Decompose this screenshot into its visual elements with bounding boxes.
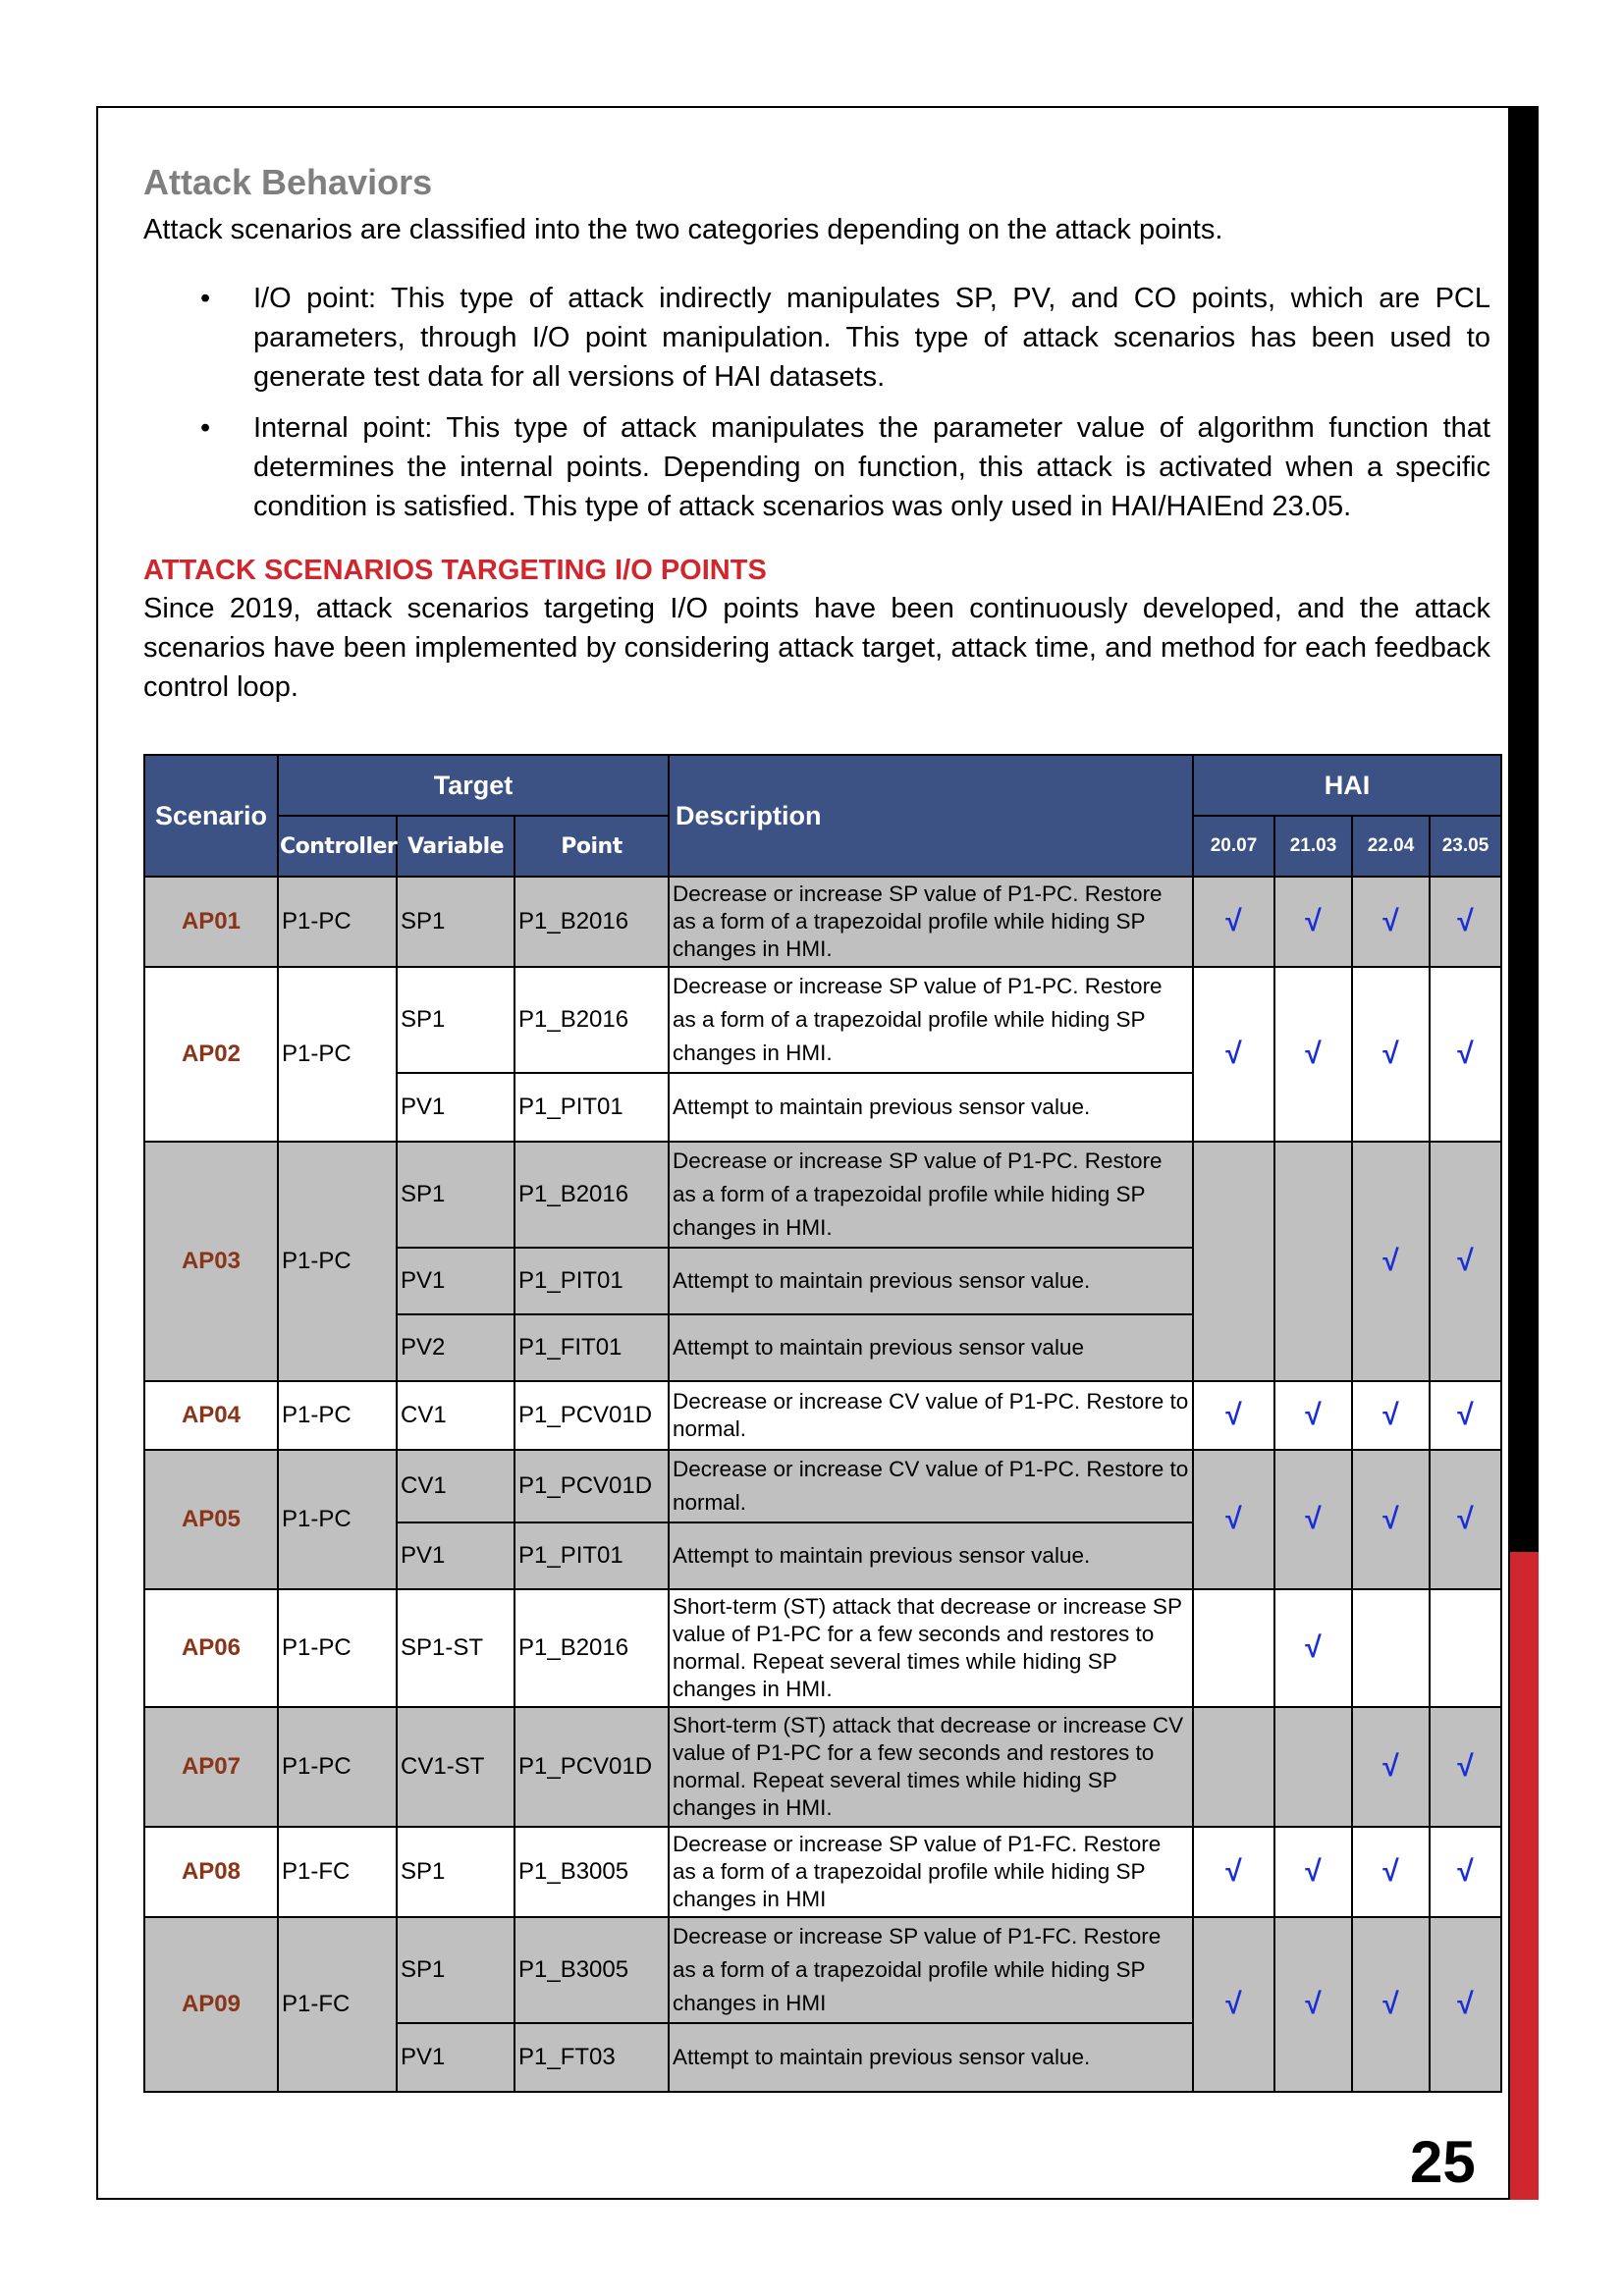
check-icon: √: [1274, 1450, 1352, 1589]
point-cell: P1_B2016: [514, 877, 669, 967]
point-cell: P1_PCV01D: [514, 1450, 669, 1522]
table-row: [144, 1450, 1501, 1522]
controller-cell: P1-PC: [278, 1450, 397, 1589]
check-icon: √: [1274, 967, 1352, 1142]
check-icon: √: [1352, 1142, 1430, 1381]
point-cell: P1_B3005: [514, 1917, 669, 2023]
table-row: [144, 1707, 1501, 1827]
check-icon: √: [1430, 1707, 1501, 1827]
subsection-body: Since 2019, attack scenarios targeting I/O points have been continuously developed, and the attack scenarios have been implemented by considering attack target, attack time, and method for each feedback control loop.: [143, 593, 1490, 703]
controller-cell: P1-PC: [278, 1142, 397, 1381]
scenario-id: AP04: [144, 1381, 278, 1450]
point-cell: P1_B2016: [514, 967, 669, 1073]
check-icon: √: [1193, 1381, 1274, 1450]
controller-cell: P1-PC: [278, 1589, 397, 1707]
check-icon: √: [1352, 1450, 1430, 1589]
check-icon: √: [1274, 1381, 1352, 1450]
check-icon: √: [1430, 1917, 1501, 2092]
check-icon: √: [1352, 1917, 1430, 2092]
point-cell: P1_PIT01: [514, 1248, 669, 1314]
point-cell: P1_PIT01: [514, 1073, 669, 1142]
check-icon: √: [1274, 1917, 1352, 2092]
controller-cell: P1-PC: [278, 877, 397, 967]
table-row: [144, 1827, 1501, 1917]
target-header: Target: [278, 755, 669, 816]
scenario-id: AP05: [144, 1450, 278, 1589]
check-icon: √: [1193, 1917, 1274, 2092]
variable-cell: SP1-ST: [397, 1589, 514, 1707]
description-cell: Short-term (ST) attack that decrease or increase CV value of P1-PC for a few seconds and restores to normal. Repeat several times while hiding SP changes in HMI.: [669, 1707, 1193, 1827]
empty-cell: [1274, 1142, 1352, 1381]
scenario-id: AP09: [144, 1917, 278, 2092]
description-cell: Decrease or increase SP value of P1-FC. Restore as a form of a trapezoidal profile while hiding SP changes in HMI: [669, 1917, 1193, 2023]
side-bar-black: [1510, 106, 1539, 1552]
table-row: [144, 967, 1501, 1073]
page-number: 25: [1410, 2129, 1476, 2195]
version-header: 23.05: [1430, 816, 1501, 877]
version-header: 20.07: [1193, 816, 1274, 877]
controller-cell: P1-PC: [278, 1381, 397, 1450]
description-cell: Attempt to maintain previous sensor value.: [669, 1522, 1193, 1589]
table-row: [144, 877, 1501, 967]
description-cell: Decrease or increase SP value of P1-PC. Restore as a form of a trapezoidal profile while hiding SP changes in HMI.: [669, 877, 1193, 967]
table-row: [144, 1917, 1501, 2023]
list-item-text: Internal point: This type of attack manipulates the parameter value of algorithm function that determines the internal points. Depending on function, this attack is activated when a specific condition is satisfied. This type of attack scenarios was only used in HAI/HAIEnd 23.05.: [253, 412, 1490, 522]
version-header: 21.03: [1274, 816, 1352, 877]
variable-cell: PV2: [397, 1314, 514, 1381]
check-icon: √: [1430, 877, 1501, 967]
variable-cell: SP1: [397, 1142, 514, 1248]
bullet-icon: •: [200, 412, 211, 444]
point-cell: P1_B2016: [514, 1142, 669, 1248]
empty-cell: [1430, 1589, 1501, 1707]
description-cell: Attempt to maintain previous sensor value: [669, 1314, 1193, 1381]
point-cell: P1_FT03: [514, 2023, 669, 2092]
scenario-id: AP01: [144, 877, 278, 967]
variable-cell: SP1: [397, 967, 514, 1073]
description-cell: Short-term (ST) attack that decrease or increase SP value of P1-PC for a few seconds and restores to normal. Repeat several times while hiding SP changes in HMI.: [669, 1589, 1193, 1707]
section-title: Attack Behaviors: [143, 162, 433, 202]
variable-cell: SP1: [397, 877, 514, 967]
side-bar-red: [1510, 1552, 1539, 2200]
scenario-id: AP03: [144, 1142, 278, 1381]
description-cell: Attempt to maintain previous sensor value.: [669, 1073, 1193, 1142]
point-header: Point: [514, 816, 669, 877]
check-icon: √: [1430, 1381, 1501, 1450]
point-cell: P1_PCV01D: [514, 1707, 669, 1827]
table-body: [144, 877, 1501, 2092]
variable-cell: CV1-ST: [397, 1707, 514, 1827]
description-cell: Attempt to maintain previous sensor value.: [669, 2023, 1193, 2092]
check-icon: √: [1430, 967, 1501, 1142]
table-row: [144, 1142, 1501, 1248]
variable-cell: SP1: [397, 1917, 514, 2023]
empty-cell: [1274, 1707, 1352, 1827]
table-row: [144, 1381, 1501, 1450]
variable-cell: PV1: [397, 1073, 514, 1142]
attack-scenario-table: [143, 754, 1502, 2093]
variable-cell: CV1: [397, 1450, 514, 1522]
check-icon: √: [1274, 877, 1352, 967]
controller-header: Controller: [278, 816, 397, 877]
check-icon: √: [1274, 1589, 1352, 1707]
controller-cell: P1-FC: [278, 1917, 397, 2092]
check-icon: √: [1430, 1827, 1501, 1917]
controller-cell: P1-PC: [278, 967, 397, 1142]
variable-cell: SP1: [397, 1827, 514, 1917]
page-content: [143, 159, 1490, 707]
empty-cell: [1352, 1589, 1430, 1707]
empty-cell: [1193, 1589, 1274, 1707]
description-cell: Attempt to maintain previous sensor value.: [669, 1248, 1193, 1314]
check-icon: √: [1430, 1142, 1501, 1381]
check-icon: √: [1430, 1450, 1501, 1589]
controller-cell: P1-PC: [278, 1707, 397, 1827]
description-cell: Decrease or increase CV value of P1-PC. Restore to normal.: [669, 1450, 1193, 1522]
list-item: [143, 408, 1490, 526]
check-icon: √: [1352, 1381, 1430, 1450]
empty-cell: [1193, 1707, 1274, 1827]
check-icon: √: [1193, 1827, 1274, 1917]
variable-cell: PV1: [397, 1248, 514, 1314]
intro-paragraph: Attack scenarios are classified into the two categories depending on the attack points.: [143, 214, 1223, 245]
scenario-id: AP07: [144, 1707, 278, 1827]
scenario-header: Scenario: [144, 755, 278, 877]
check-icon: √: [1352, 967, 1430, 1142]
subsection-title: ATTACK SCENARIOS TARGETING I/O POINTS: [143, 555, 767, 586]
scenario-id: AP02: [144, 967, 278, 1142]
check-icon: √: [1193, 877, 1274, 967]
variable-cell: CV1: [397, 1381, 514, 1450]
point-cell: P1_PCV01D: [514, 1381, 669, 1450]
point-cell: P1_B3005: [514, 1827, 669, 1917]
description-header: Description: [669, 755, 1193, 877]
point-cell: P1_B2016: [514, 1589, 669, 1707]
description-cell: Decrease or increase SP value of P1-PC. Restore as a form of a trapezoidal profile while hiding SP changes in HMI.: [669, 967, 1193, 1073]
variable-cell: PV1: [397, 2023, 514, 2092]
check-icon: √: [1352, 1827, 1430, 1917]
list-item: [143, 279, 1490, 397]
scenario-id: AP06: [144, 1589, 278, 1707]
hai-header: HAI: [1193, 755, 1501, 816]
empty-cell: [1193, 1142, 1274, 1381]
scenario-id: AP08: [144, 1827, 278, 1917]
list-item-text: I/O point: This type of attack indirectly manipulates SP, PV, and CO points, which are PCL parameters, through I/O point manipulation. This type of attack scenarios has been used to generate test data for all versions of HAI datasets.: [253, 283, 1490, 393]
bullet-icon: •: [200, 283, 211, 314]
variable-header: Variable: [397, 816, 514, 877]
point-cell: P1_PIT01: [514, 1522, 669, 1589]
attack-point-list: [143, 279, 1490, 526]
check-icon: √: [1352, 1707, 1430, 1827]
version-header: 22.04: [1352, 816, 1430, 877]
check-icon: √: [1274, 1827, 1352, 1917]
variable-cell: PV1: [397, 1522, 514, 1589]
description-cell: Decrease or increase CV value of P1-PC. Restore to normal.: [669, 1381, 1193, 1450]
check-icon: √: [1193, 1450, 1274, 1589]
point-cell: P1_FIT01: [514, 1314, 669, 1381]
description-cell: Decrease or increase SP value of P1-PC. Restore as a form of a trapezoidal profile while hiding SP changes in HMI.: [669, 1142, 1193, 1248]
check-icon: √: [1352, 877, 1430, 967]
description-cell: Decrease or increase SP value of P1-FC. Restore as a form of a trapezoidal profile while hiding SP changes in HMI: [669, 1827, 1193, 1917]
check-icon: √: [1193, 967, 1274, 1142]
table-row: [144, 1589, 1501, 1707]
controller-cell: P1-FC: [278, 1827, 397, 1917]
